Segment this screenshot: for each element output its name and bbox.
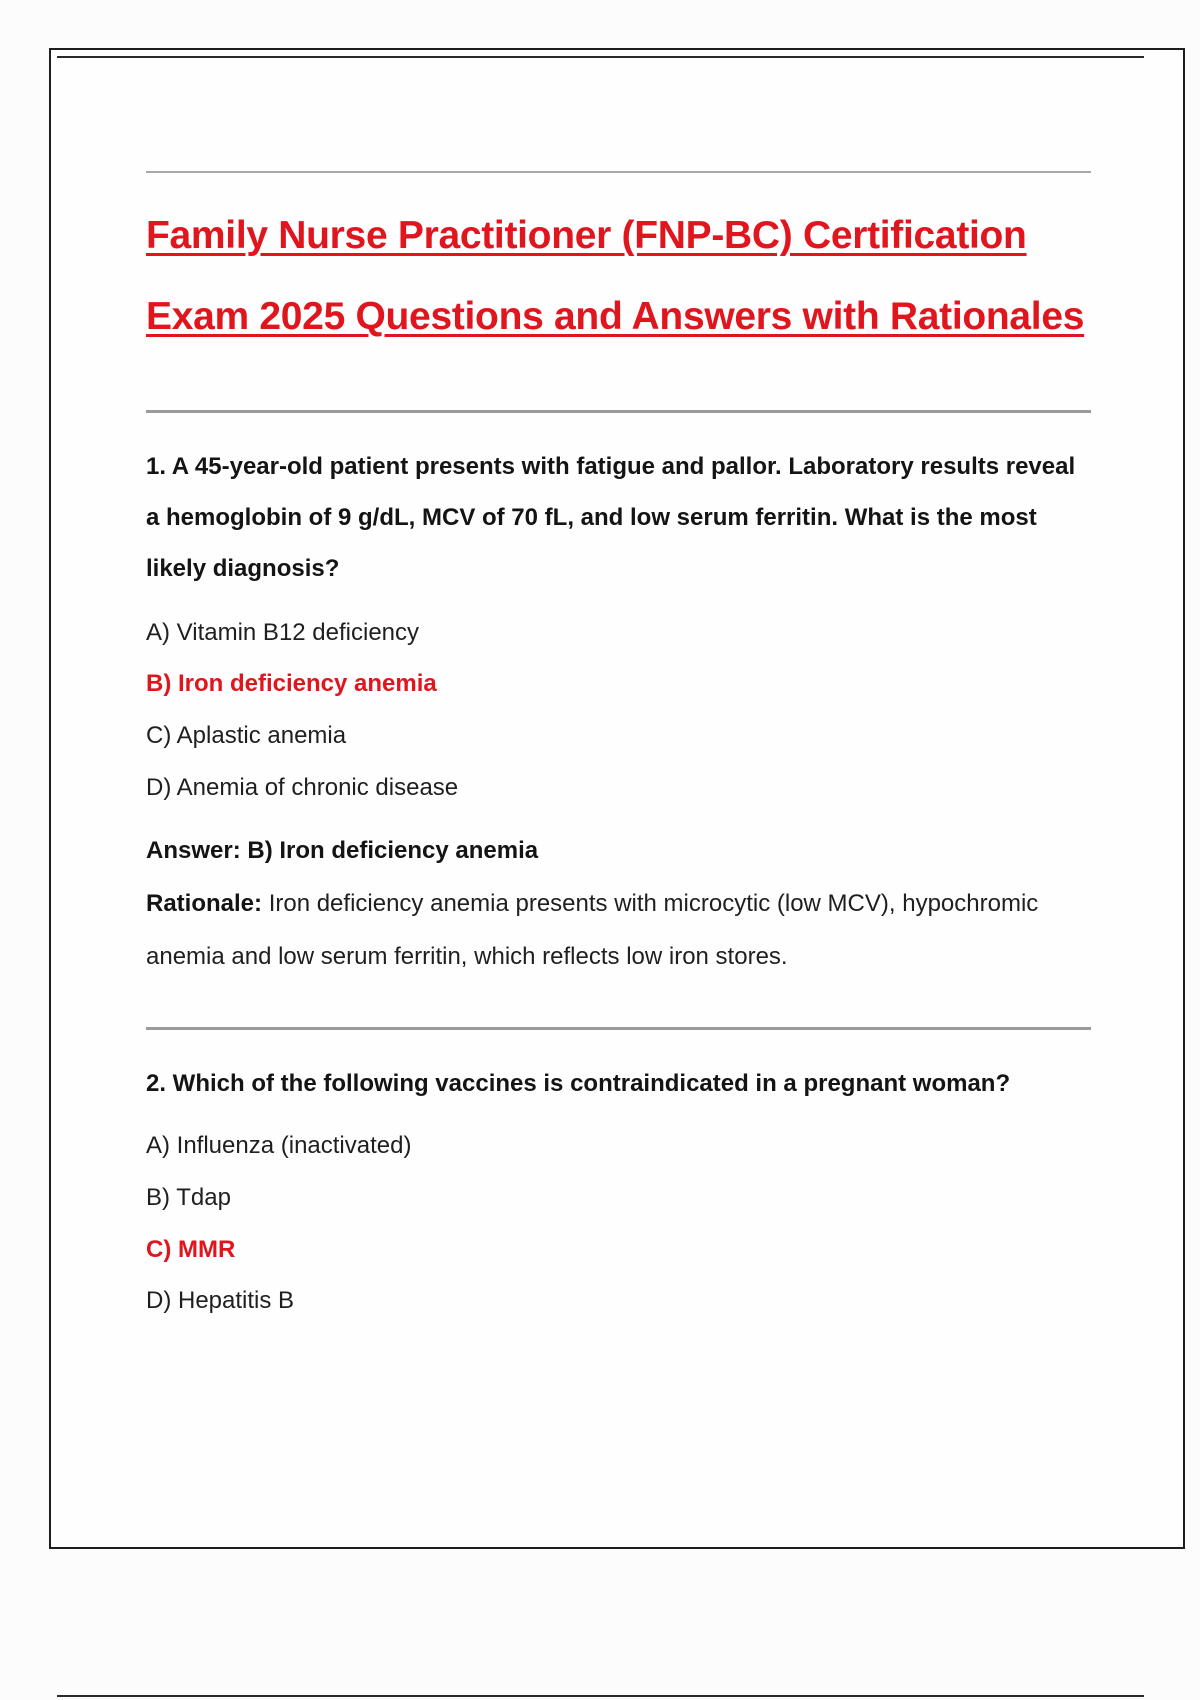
question-2-option-c-correct: C) MMR	[146, 1236, 236, 1263]
question-2-option-a: A) Influenza (inactivated)	[146, 1132, 412, 1159]
question-1-option-b-correct: B) Iron deficiency anemia	[146, 670, 437, 697]
document-title-line-1: Family Nurse Practitioner (FNP-BC) Certification	[146, 214, 1027, 257]
title-bottom-divider	[146, 410, 1091, 413]
question-divider	[146, 1027, 1091, 1030]
rationale-text: Iron deficiency anemia presents with microcytic (low MCV), hypochromic anemia and low serum ferritin, which reflects low iron stores.	[146, 890, 1039, 970]
document-title-line-2: Exam 2025 Questions and Answers with Rationales	[146, 295, 1085, 338]
question-1-answer: Answer: B) Iron deficiency anemia	[146, 837, 539, 864]
question-1-option-a: A) Vitamin B12 deficiency	[146, 619, 420, 646]
question-1-rationale	[146, 877, 1091, 983]
title-top-divider	[146, 171, 1091, 173]
question-2-text: 2. Which of the following vaccines is contraindicated in a pregnant woman?	[146, 1070, 1011, 1097]
question-1-text: 1. A 45-year-old patient presents with fatigue and pallor. Laboratory results reveal a hemoglobin of 9 g/dL, MCV of 70 fL, and low serum ferritin. What is the most likely diagnosis?	[146, 453, 1076, 582]
frame-top-rule	[57, 56, 1144, 58]
rationale-label: Rationale:	[146, 890, 263, 917]
question-2-option-b: B) Tdap	[146, 1184, 231, 1211]
question-1-option-c: C) Aplastic anemia	[146, 722, 347, 749]
next-page-top-rule	[57, 1695, 1144, 1697]
question-1-option-d: D) Anemia of chronic disease	[146, 774, 459, 801]
question-2-option-d: D) Hepatitis B	[146, 1287, 295, 1314]
